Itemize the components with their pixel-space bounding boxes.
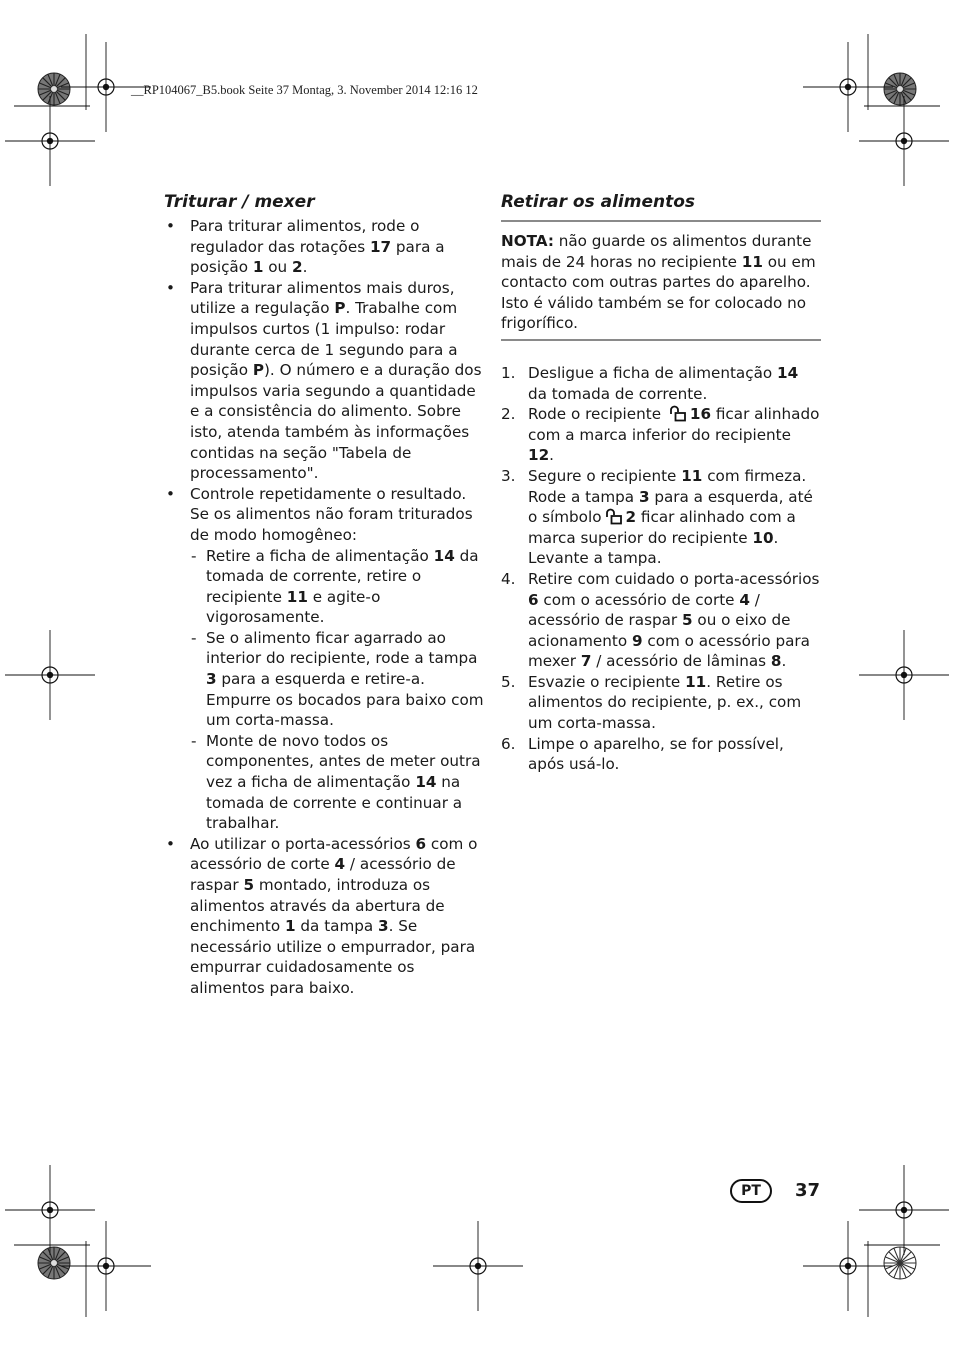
color-wheel-icon [38,73,70,105]
list-item: - Monte de novo todos os componentes, antes de meter outra vez a ficha de alimentação 14 na tomada de corrente e continuar a trabalhar. [190,731,484,834]
list-item: • Para triturar alimentos mais duros, utilize a regulação P. Trabalhe com impulsos curtos (1 impulso: rodar durante cerca de 1 segundo para a posição P). O número e a duração dos impulsos varia segundo a quantidade e a consistência do alimento. Sobre isto, atenda também às informações contidas na seção "Tabela de processamento". [164,278,484,484]
steps-list [501,363,821,775]
color-wheel-icon [884,1247,916,1279]
color-wheel-icon [38,1247,70,1279]
list-item: • Ao utilizar o porta-acessórios 6 com o acessório de corte 4 / acessório de raspar 5 montado, introduza os alimentos através da abertura de enchimento 1 da tampa 3. Se necessário utilize o empurrador, para empurrar cuidadosamente os alimentos para baixo. [164,834,484,999]
list-item: 6. Limpe o aparelho, se for possível, após usá-lo. [501,734,784,774]
list-item: 3. Segure o recipiente 11 com firmeza. Rode a tampa 3 para a esquerda, até o símbolo 2 ficar alinhado com a marca superior do recipiente 10. Levante a tampa. [501,466,813,568]
unlock-symbol-icon [605,508,623,525]
list-item: 4. Retire com cuidado o porta-acessórios 6 com o acessório de corte 4 / acessório de raspar 5 ou o eixo de acionamento 9 com o acessório para mexer 7 / acessório de lâminas 8. [501,569,820,671]
right-column [501,190,821,775]
note-label: NOTA: [501,232,554,250]
left-column [164,190,484,999]
section-heading-retirar: Retirar os alimentos [501,192,695,212]
list-item: 2. Rode o recipiente 16 ficar alinhado com a marca inferior do recipiente 12. [501,405,820,465]
list-item: 1. Desligue a ficha de alimentação 14 da tomada de corrente. [501,363,799,403]
list-item: - Se o alimento ficar agarrado ao interior do recipiente, rode a tampa 3 para a esquerda e retire-a. Empurre os bocados para baixo com um corta-massa. [190,628,484,731]
dash-list [190,546,484,834]
color-wheel-icon [884,73,916,105]
page-footer [730,1178,820,1204]
unlock-symbol-icon [669,405,687,422]
print-header: __RP104067_B5.book Seite 37 Montag, 3. November 2014 12:16 12 [131,83,478,97]
section-heading-triturar: Triturar / mexer [164,192,315,212]
note-box: NOTA: não guarde os alimentos durante mais de 24 horas no recipiente 11 ou em contacto com outras partes do aparelho. Isto é válido também se for colocado no frigorífico. [501,220,821,341]
page-number: 37 [794,1180,820,1201]
list-item: • Para triturar alimentos, rode o regulador das rotações 17 para a posição 1 ou 2. [164,216,484,278]
language-badge: PT [730,1179,772,1203]
bullet-list [164,216,484,999]
list-item: - Retire a ficha de alimentação 14 da tomada de corrente, retire o recipiente 11 e agite-o vigorosamente. [190,546,484,628]
list-item: 5. Esvazie o recipiente 11. Retire os alimentos do recipiente, p. ex., com um corta-massa. [501,672,802,733]
list-item: • Controle repetidamente o resultado. Se os alimentos não foram triturados de modo homogêneo: - Retire a ficha de alimentação 14 da tomada de corrente, retire o recipiente 11 e agite-o vigorosamente. - Se o alimento ficar agarrado ao interior do recipiente, rode a tampa 3 para a esquerda e retire-a. Empurre os bocados para baixo com um corta-massa. - Monte de novo todos os componentes, antes de meter outra vez a ficha de alimentação 14 na tomada de corrente e continuar a trabalhar. [164,484,484,834]
